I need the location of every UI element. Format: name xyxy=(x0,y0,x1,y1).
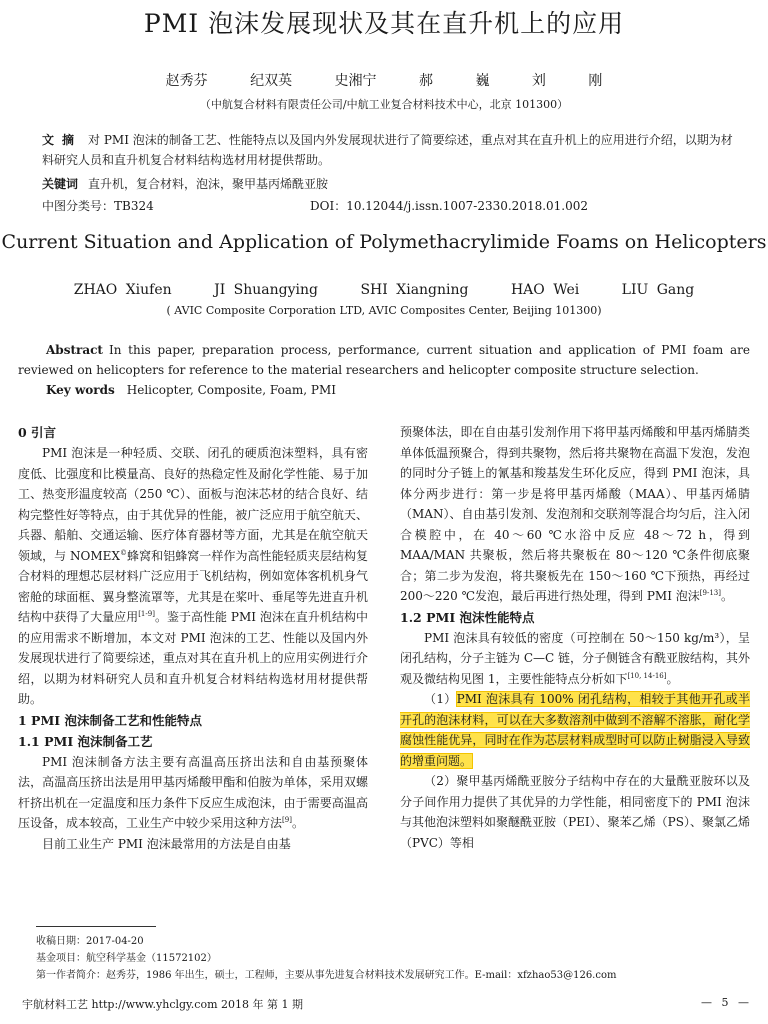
footnote-divider xyxy=(36,926,156,927)
citation: [1-9] xyxy=(138,610,155,618)
paragraph: 目前工业生产 PMI 泡沫最常用的方法是自由基 xyxy=(42,836,291,851)
highlighted-paragraph: （1）PMI 泡沫具有 100% 闭孔结构，相较于其他开孔或半开孔的泡沫材料，可以在大多数溶剂中做到不溶解不溶胀，耐化学腐蚀性能优异，同时在作为芯层材料成型时可以防止树脂浸入导致的增重问题。 xyxy=(400,692,750,768)
section-heading: 0 引言 xyxy=(18,425,57,440)
author-en: JI Shuangying xyxy=(214,282,319,298)
footnote-received: 收稿日期：2017-04-20 xyxy=(36,936,144,947)
author-en: SHI Xiangning xyxy=(360,282,469,298)
author-en: ZHAO Xiufen xyxy=(73,282,172,298)
body-column-right xyxy=(400,422,750,853)
abstract-en-text: In this paper, preparation process, performance, current situation and application of PMI foam are reviewed on helicopters for reference to the material researchers and helicopter composite structure selection. xyxy=(18,343,750,377)
abstract-en xyxy=(18,340,750,380)
footnote-author: 第一作者简介：赵秀芬，1986 年出生，硕士，工程师，主要从事先进复合材料技术发展研究工作。E-mail：xfzhao53@126.com xyxy=(36,970,617,981)
subsection-heading: 1.2 PMI 泡沫性能特点 xyxy=(400,609,535,625)
keywords-en-text: Helicopter, Composite, Foam, PMI xyxy=(126,383,337,397)
authors-cn: 赵秀芬 纪双英 史湘宁 郝 巍 刘 刚 xyxy=(165,73,603,89)
paper-title-cn: PMI 泡沫发展现状及其在直升机上的应用 xyxy=(143,9,625,38)
abstract-cn-text: 对 PMI 泡沫的制备工艺、性能特点以及国内外发展现状进行了简要综述，重点对其在直升机上的应用进行介绍，以期为材料研究人员和直升机复合材料结构选材用材提供帮助。 xyxy=(42,133,733,167)
page-number: — 5 — xyxy=(701,996,752,1009)
paragraph: （2）聚甲基丙烯酰亚胺分子结构中存在的大量酰亚胺环以及分子间作用力提供了其优异的力学性能，相同密度下的 PMI 泡沫与其他泡沫塑料如聚醚酰亚胺（PEI）、聚苯乙烯（PS）、聚氯乙烯（PVC）等相 xyxy=(400,774,750,850)
citation: [9-13] xyxy=(699,589,721,597)
keywords-cn-label: 关键词 xyxy=(42,177,79,191)
abstract-cn-label: 文摘 xyxy=(42,133,83,147)
body-column-left xyxy=(18,422,368,854)
keywords-cn-text: 直升机，复合材料，泡沫，聚甲基丙烯酰亚胺 xyxy=(88,177,329,191)
keywords-en-label: Key words xyxy=(46,383,115,397)
classification-line xyxy=(42,197,742,214)
author-en: HAO Wei xyxy=(510,282,580,298)
paper-title-en: Current Situation and Application of Polymethacrylimide Foams on Helicopters xyxy=(1,231,767,253)
keywords-cn xyxy=(42,175,328,192)
citation: [9] xyxy=(282,816,292,824)
citation: [10, 14-16] xyxy=(627,671,667,680)
abstract-cn xyxy=(42,130,744,170)
subsection-heading: 1.1 PMI 泡沫制备工艺 xyxy=(18,733,153,749)
paragraph: 预聚体法，即在自由基引发剂作用下将甲基丙烯酸和甲基丙烯腈类单体低温预聚合，得到共聚物，然后将共聚物在高温下发泡，发泡的同时分子链上的氰基和羧基发生环化反应，得到 PMI 泡沫，具体分两步进行：第一步是将甲基丙烯酸（MAA）、甲基丙烯腈（MAN）、自由基引发剂、发泡剂和交联剂等混合均匀后，注入闭合模腔中，在 40～60 ℃水浴中反应 48～72 h，得到 MAA/MAN 共聚板，然后将共聚板在 80～120 ℃条件彻底聚合；第二步为发泡，将共聚板先在 150～160 ℃下预热，再经过 200～220 ℃发泡，最后再进行热处理，得到 PMI 泡沫[9-13]。 xyxy=(400,425,750,603)
section-heading: 1 PMI 泡沫制备工艺和性能特点 xyxy=(18,712,202,728)
affiliation-en: ( AVIC Composite Corporation LTD, AVIC Composites Center, Beijing 101300) xyxy=(166,304,602,317)
abstract-en-label: Abstract xyxy=(46,343,103,357)
page-footer xyxy=(22,996,752,1012)
text-highlight[interactable]: PMI 泡沫具有 100% 闭孔结构，相较于其他开孔或半开孔的泡沫材料，可以在大多数溶剂中做到不溶解不溶胀，耐化学腐蚀性能优异，同时在作为芯层材料成型时可以防止树脂浸入导致的增重问题。 xyxy=(400,692,750,768)
authors-en xyxy=(0,282,768,298)
affiliation-cn: （中航复合材料有限责任公司/中航工业复合材料技术中心，北京 101300） xyxy=(199,98,569,111)
doi: DOI：10.12044/j.issn.1007-2330.2018.01.002 xyxy=(310,199,589,213)
paragraph: PMI 泡沫具有较低的密度（可控制在 50～150 kg/m³），呈闭孔结构，分子主链为 C—C 链，分子侧链含有酰亚胺结构，其外观及微结构见图 1，主要性能特点分析如下[10, 14-16]。 xyxy=(400,630,750,686)
footnote-fund: 基金项目：航空科学基金（11572102） xyxy=(36,953,217,964)
clc-number: 中图分类号：TB324 xyxy=(42,199,154,213)
keywords-en xyxy=(46,383,336,397)
paragraph: PMI 泡沫是一种轻质、交联、闭孔的硬质泡沫塑料，具有密度低、比强度和比模量高、良好的热稳定性及耐化学性能、易于加工、热变形温度较高（250 ℃）、面板与泡沫芯材的结合良好、结构完整性好等特点，由于其优异的性能，被广泛应用于航空航天、兵器、船舶、交通运输、医疗体育器材等方面，尤其是在航空航天领域，与 NOMEX©蜂窝和铝蜂窝一样作为高性能轻质夹层结构复合材料的理想芯层材料广泛应用于飞机结构，例如宽体客机机身气密舱的球面框、翼身整流罩等，尤其是在桨叶、垂尾等先进直升机结构中获得了大量应用[1-9]。鉴于高性能 PMI 泡沫在直升机结构中的应用需求不断增加，本文对 PMI 泡沫的工艺、性能以及国内外发展现状进行了简要综述，重点对其在直升机上的应用实例进行介绍，以期为材料研究人员和直升机复合材料结构选材用材提供帮助。 xyxy=(18,446,368,706)
registered-mark: © xyxy=(120,548,127,557)
paragraph: PMI 泡沫制备方法主要有高温高压挤出法和自由基预聚体法，高温高压挤出法是用甲基丙烯酸甲酯和伯胺为单体，采用双螺杆挤出机在一定温度和压力条件下反应生成泡沫，由于需要高温高压设备，成本较高，工业生产中较少采用这种方法[9]。 xyxy=(18,754,368,830)
author-en: LIU Gang xyxy=(621,282,695,298)
journal-info: 宇航材料工艺 http://www.yhclgy.com 2018 年 第 1 期 xyxy=(22,998,303,1011)
